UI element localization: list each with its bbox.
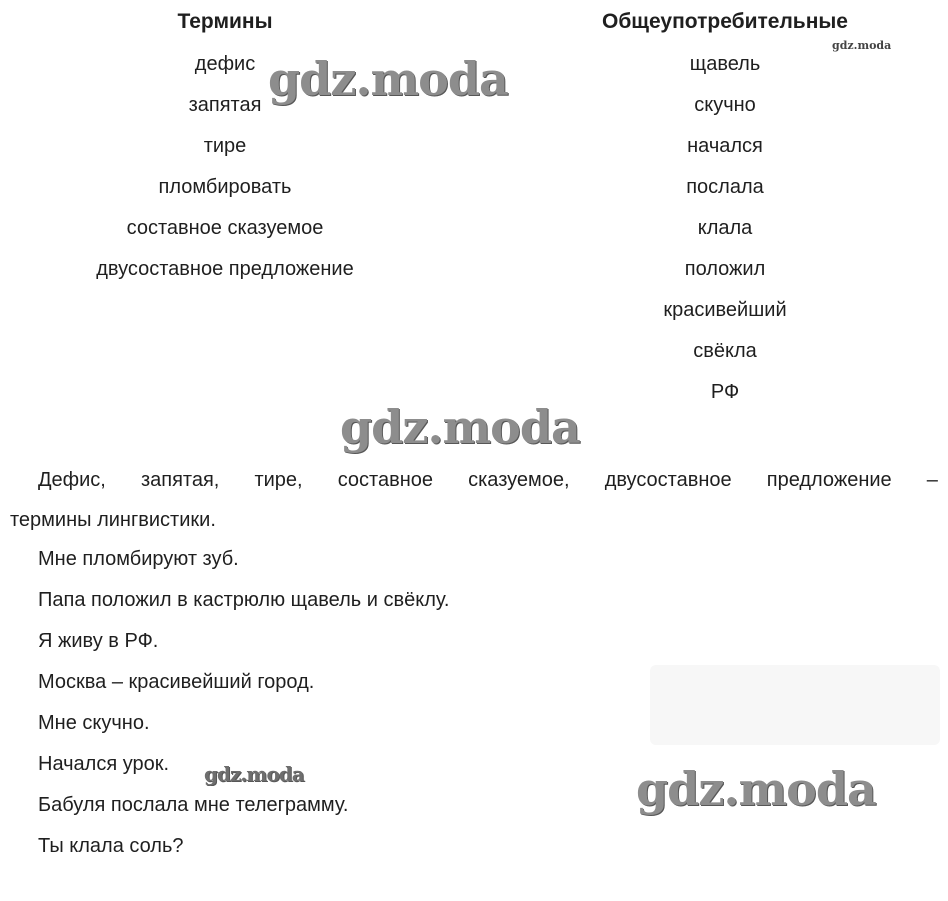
terms-item: пломбировать <box>158 176 292 198</box>
watermark-logo: gdz.moda <box>636 762 876 816</box>
summary-line-1 <box>10 460 938 500</box>
sentence: Я живу в РФ. <box>38 630 159 652</box>
summary-word: двусоставное <box>604 469 732 491</box>
watermark-logo: gdz.moda <box>340 400 580 454</box>
summary-word: запятая, <box>140 469 220 491</box>
terms-item: тире <box>203 135 247 157</box>
terms-item: дефис <box>194 53 256 75</box>
sentence: Ты клала соль? <box>38 835 184 857</box>
common-item: положил <box>684 258 766 280</box>
sentence: Мне скучно. <box>38 712 150 734</box>
watermark-logo: gdz.moda <box>204 762 304 786</box>
sentence: Начался урок. <box>38 753 170 775</box>
watermark-corner: gdz.moda <box>832 39 892 52</box>
common-item: начался <box>687 135 763 157</box>
common-item: послала <box>686 176 764 198</box>
common-item: щавель <box>689 53 761 75</box>
summary-word: предложение <box>766 469 892 491</box>
common-item: скучно <box>694 94 756 116</box>
terms-item: составное сказуемое <box>126 217 324 239</box>
summary-word: составное <box>337 469 434 491</box>
common-item: свёкла <box>693 340 757 362</box>
sentence: Папа положил в кастрюлю щавель и свёклу. <box>38 589 450 611</box>
terms-item: двусоставное предложение <box>96 258 354 280</box>
summary-word: сказуемое, <box>468 469 570 491</box>
common-heading: Общеупотребительные <box>601 10 848 33</box>
summary-line-2: термины лингвистики. <box>10 509 216 531</box>
watermark-logo: gdz.moda <box>268 52 508 106</box>
sentence: Москва – красивейший город. <box>38 671 315 693</box>
terms-item: запятая <box>188 94 262 116</box>
common-list <box>560 50 890 419</box>
common-item: РФ <box>710 381 740 403</box>
summary-word: Дефис, <box>38 469 106 491</box>
sentences-list <box>38 545 449 873</box>
common-item: клала <box>697 217 753 239</box>
sentence: Бабуля послала мне телеграмму. <box>38 794 349 816</box>
summary-paragraph <box>10 460 938 540</box>
faint-watermark-patch <box>650 665 940 745</box>
sentence: Мне пломбируют зуб. <box>38 548 239 570</box>
terms-heading: Термины <box>177 10 273 33</box>
common-item: красивейший <box>663 299 787 321</box>
summary-word: – <box>926 469 938 491</box>
summary-word: тире, <box>254 469 303 491</box>
